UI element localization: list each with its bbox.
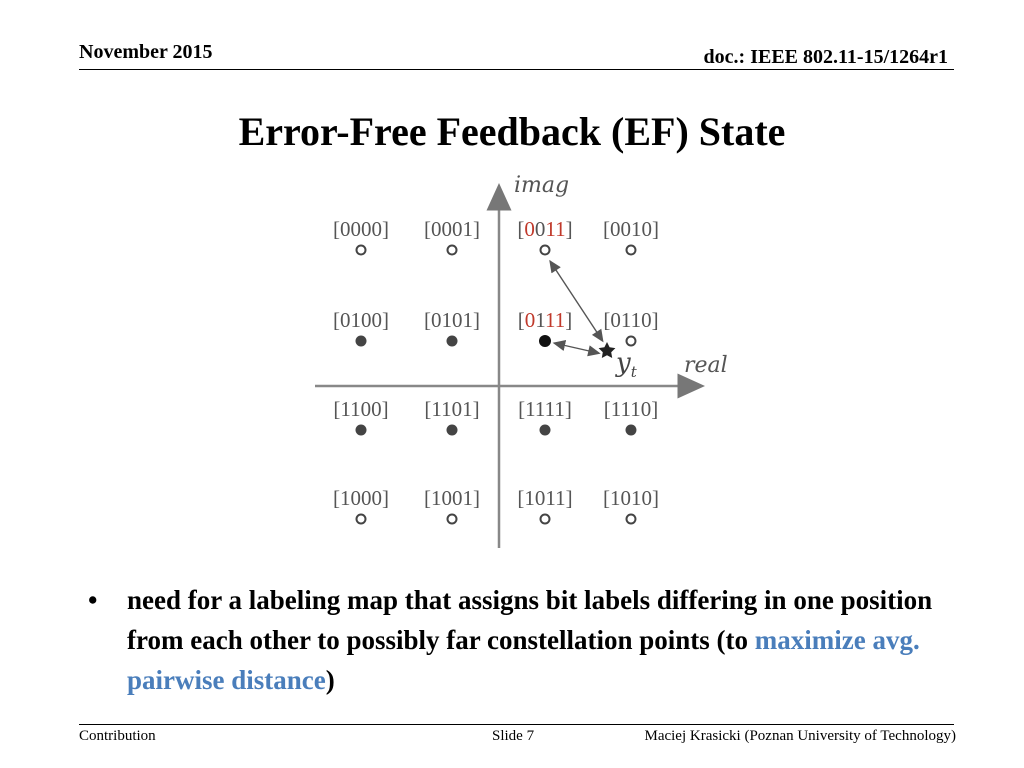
filled-point (356, 336, 367, 347)
footer-contribution: Contribution (79, 728, 156, 744)
constellation-point-1101 (424, 397, 479, 436)
point-label: [1110] (603, 397, 659, 421)
hollow-point (448, 515, 457, 524)
constellation-point-0101 (424, 308, 480, 347)
constellation-point-1010 (603, 486, 659, 524)
filled-point (447, 425, 458, 436)
received-point-label: $y_t$ (616, 348, 637, 381)
constellation-point-1011 (517, 486, 572, 524)
bullet-highlight: maximize avg. pairwise distance (127, 625, 920, 695)
constellation-point-1001 (424, 486, 480, 524)
bullet-text-main: need for a labeling map that assigns bit labels differing in one position from each other to possibly far constellation points (to (127, 585, 933, 655)
point-label: [1001] (424, 486, 480, 510)
imag-axis-label: imag (514, 173, 570, 198)
constellation-point-0000 (333, 217, 389, 255)
hollow-point (541, 515, 550, 524)
point-label: [0001] (424, 217, 480, 241)
point-label: [0101] (424, 308, 480, 332)
constellation-point-1111 (518, 397, 572, 436)
point-label: [1100] (333, 397, 389, 421)
constellation-point-0111 (518, 308, 572, 347)
hollow-point (357, 515, 366, 524)
point-label: [1101] (424, 397, 480, 421)
constellation-point-0011 (517, 217, 572, 255)
point-label: [0111] (517, 308, 573, 332)
hollow-point (627, 246, 636, 255)
filled-point (540, 425, 551, 436)
point-label: [1010] (603, 486, 659, 510)
hollow-point (541, 246, 550, 255)
arrow-to-0111 (554, 343, 598, 353)
hollow-point (448, 246, 457, 255)
filled-point (447, 336, 458, 347)
header-doc-id: doc.: IEEE 802.11-15/1264r1 (703, 46, 948, 68)
footer-divider (79, 724, 954, 725)
constellation-point-1000 (333, 486, 389, 524)
hollow-point (627, 337, 636, 346)
point-label: [1000] (333, 486, 389, 510)
constellation-points (333, 217, 659, 524)
point-label: [0100] (333, 308, 389, 332)
point-label: [0110] (603, 308, 659, 332)
header-divider (79, 69, 954, 70)
point-label: [0011] (517, 217, 573, 241)
constellation-point-0010 (603, 217, 659, 255)
bullet-marker: • (88, 585, 98, 615)
point-label: [1111] (518, 397, 572, 421)
constellation-point-0100 (333, 308, 389, 347)
constellation-point-0110 (603, 308, 658, 346)
bullet-text (127, 580, 967, 700)
constellation-point-1100 (333, 397, 388, 436)
constellation-point-1110 (604, 397, 658, 436)
point-label: [1011] (517, 486, 573, 510)
hollow-point (627, 515, 636, 524)
filled-point (539, 335, 551, 347)
constellation-point-0001 (424, 217, 480, 255)
hollow-point (357, 246, 366, 255)
constellation-diagram (300, 168, 740, 553)
point-label: [0000] (333, 217, 389, 241)
filled-point (356, 425, 367, 436)
header-date: November 2015 (79, 41, 213, 63)
real-axis-label: real (684, 353, 728, 378)
received-point-star (599, 342, 616, 358)
point-label: [0010] (603, 217, 659, 241)
footer-author: Maciej Krasicki (Poznan University of Technology) (644, 728, 956, 744)
bullet-text-end: ) (325, 665, 335, 695)
footer-slide-number: Slide 7 (492, 728, 535, 744)
slide-title: Error-Free Feedback (EF) State (238, 109, 786, 154)
filled-point (626, 425, 637, 436)
